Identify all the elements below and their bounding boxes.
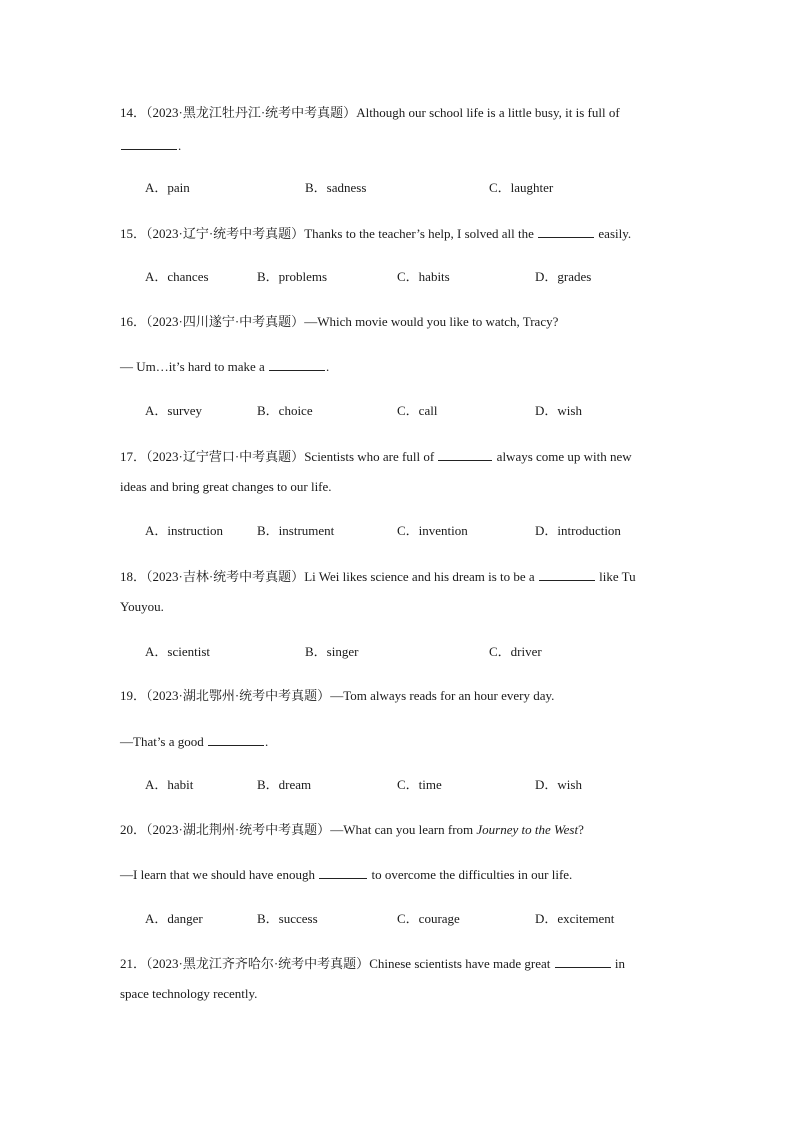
option-c[interactable]: C．habits (397, 269, 450, 284)
question-text: —Which movie would you like to watch, Tracy? (304, 314, 559, 329)
option-c[interactable]: C．call (397, 403, 438, 418)
option-b[interactable]: B．sadness (305, 180, 367, 195)
option-c[interactable]: C．courage (397, 911, 460, 926)
question-number: 15． (120, 226, 147, 241)
answer-blank (538, 224, 594, 238)
question-number: 20． (120, 822, 147, 837)
question-text: —What can you learn from (330, 822, 477, 837)
option-a[interactable]: A．danger (145, 911, 203, 926)
option-c[interactable]: C．invention (397, 523, 468, 538)
question-text: Although our school life is a little busy, it is full of (356, 105, 620, 120)
option-a[interactable]: A．habit (145, 777, 194, 792)
question-text: —I learn that we should have enough (120, 867, 315, 882)
question-text: easily. (595, 226, 632, 241)
answer-blank (539, 567, 595, 581)
question-text: — Um…it’s hard to make a (120, 359, 265, 374)
question-15-line-1 (120, 224, 631, 243)
question-source: （2023·辽宁·统考中考真题） (146, 226, 305, 241)
book-title: Journey to the West (476, 822, 579, 837)
question-19-line-2 (120, 732, 268, 751)
option-c[interactable]: C．time (397, 777, 442, 792)
option-a[interactable]: A．scientist (145, 644, 210, 659)
option-c[interactable]: C．laughter (489, 180, 554, 195)
option-a[interactable]: A．pain (145, 180, 190, 195)
option-d[interactable]: D．grades (535, 269, 592, 284)
question-text: in (611, 956, 626, 971)
answer-blank (208, 732, 264, 746)
question-17-line-1 (120, 447, 632, 466)
option-b[interactable]: B．success (257, 911, 318, 926)
question-text: always come up with new (493, 449, 632, 464)
option-d[interactable]: D．excitement (535, 911, 615, 926)
question-16-line-1 (120, 313, 558, 331)
question-source: （2023·四川遂宁·中考真题） (146, 314, 305, 329)
question-20-line-1 (120, 821, 584, 839)
question-text: to overcome the difficulties in our life. (368, 867, 573, 882)
question-text: Youyou. (120, 599, 164, 614)
answer-blank (319, 865, 367, 879)
question-source: （2023·辽宁营口·中考真题） (146, 449, 305, 464)
option-b[interactable]: B．problems (257, 269, 328, 284)
question-text: Scientists who are full of (304, 449, 435, 464)
question-21-line-1 (120, 954, 625, 973)
question-source: （2023·湖北鄂州·统考中考真题） (146, 688, 331, 703)
question-text: —That’s a good (120, 734, 204, 749)
question-text: ? (578, 822, 584, 837)
option-d[interactable]: D．introduction (535, 523, 621, 538)
question-text: Li Wei likes science and his dream is to be a (304, 569, 535, 584)
option-a[interactable]: A．instruction (145, 523, 223, 538)
question-number: 17． (120, 449, 147, 464)
question-number: 19． (120, 688, 147, 703)
question-source: （2023·黑龙江齐齐哈尔·统考中考真题） (146, 956, 370, 971)
question-text: . (265, 734, 269, 749)
question-text: like Tu (595, 569, 636, 584)
answer-blank (269, 357, 325, 371)
question-text: Thanks to the teacher’s help, I solved all the (304, 226, 534, 241)
answer-blank (438, 447, 492, 461)
question-text: Chinese scientists have made great (369, 956, 551, 971)
question-18-line-1 (120, 567, 636, 586)
option-b[interactable]: B．singer (305, 644, 359, 659)
question-text: . (178, 138, 182, 153)
question-source: （2023·吉林·统考中考真题） (146, 569, 305, 584)
question-17-line-2 (120, 478, 332, 496)
question-20-line-2 (120, 865, 572, 884)
option-a[interactable]: A．chances (145, 269, 209, 284)
question-number: 16． (120, 314, 147, 329)
question-source: （2023·黑龙江牡丹江·统考中考真题） (146, 105, 357, 120)
option-c[interactable]: C．driver (489, 644, 542, 659)
option-a[interactable]: A．survey (145, 403, 203, 418)
question-19-line-1 (120, 687, 554, 705)
question-16-line-2 (120, 357, 329, 376)
question-number: 21． (120, 956, 147, 971)
question-14-line-2 (120, 136, 181, 155)
question-21-line-2 (120, 985, 257, 1003)
question-text: —Tom always reads for an hour every day. (330, 688, 555, 703)
option-b[interactable]: B．choice (257, 403, 313, 418)
question-text: ideas and bring great changes to our life. (120, 479, 332, 494)
question-text: . (326, 359, 330, 374)
question-number: 18． (120, 569, 147, 584)
option-d[interactable]: D．wish (535, 403, 582, 418)
option-b[interactable]: B．dream (257, 777, 312, 792)
question-number: 14． (120, 105, 147, 120)
question-text: space technology recently. (120, 986, 258, 1001)
answer-blank (121, 136, 177, 150)
question-14-line-1 (120, 104, 620, 122)
answer-blank (555, 954, 611, 968)
option-b[interactable]: B．instrument (257, 523, 335, 538)
question-source: （2023·湖北荆州·统考中考真题） (146, 822, 331, 837)
option-d[interactable]: D．wish (535, 777, 582, 792)
question-18-line-2 (120, 598, 164, 616)
